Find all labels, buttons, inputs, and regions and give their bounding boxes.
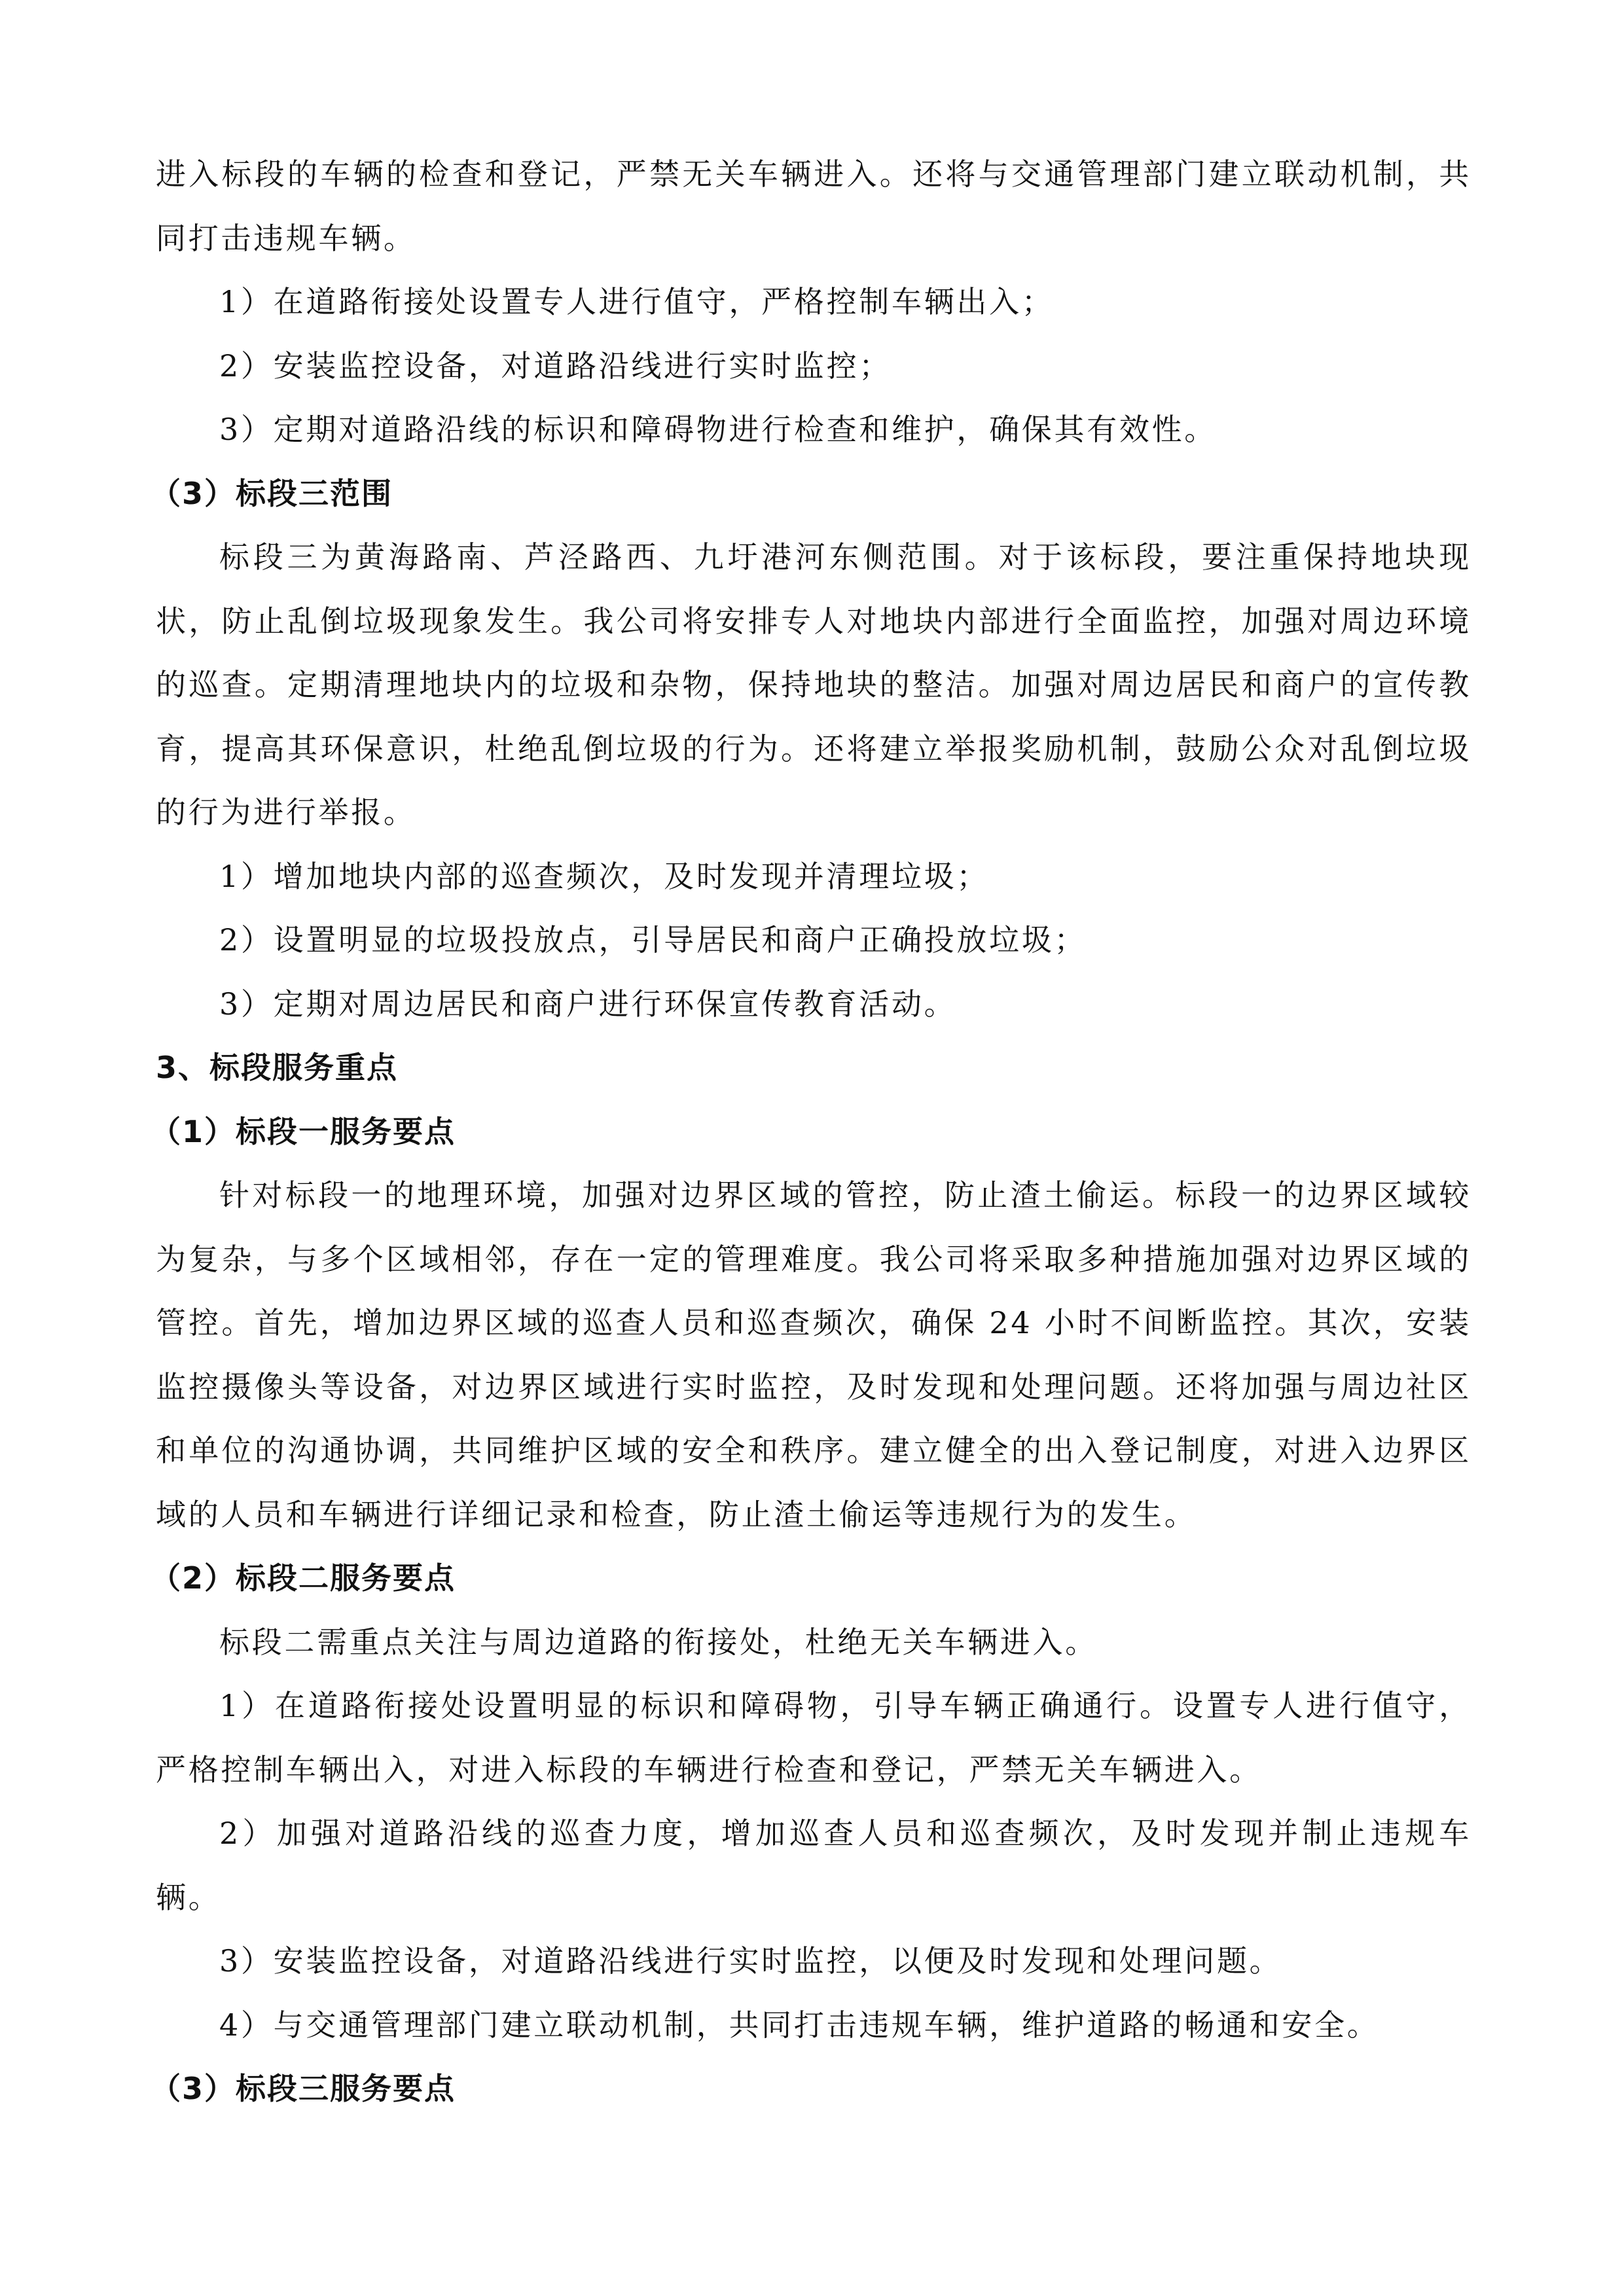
list-item: 2）安装监控设备，对道路沿线进行实时监控； [219, 348, 892, 384]
document-body [151, 143, 1471, 2121]
section-heading: 3、标段服务重点 [156, 1050, 399, 1085]
section-subheading: （3）标段三范围 [151, 475, 393, 511]
list-item: 2）设置明显的垃圾投放点，引导居民和商户正确投放垃圾； [219, 922, 1087, 958]
paragraph-continuation: 进入标段的车辆的检查和登记，严禁无关车辆进入。还将与交通管理部门建立联动机制，共同打击违规车辆。 [156, 156, 1471, 256]
paragraph: 标段二需重点关注与周边道路的衔接处，杜绝无关车辆进入。 [219, 1624, 1098, 1660]
list-item: 1）增加地块内部的巡查频次，及时发现并清理垃圾； [219, 858, 990, 894]
list-item: 1）在道路衔接处设置明显的标识和障碍物，引导车辆正确通行。设置专人进行值守，严格控制车辆出入，对进入标段的车辆进行检查和登记，严禁无关车辆进入。 [156, 1688, 1471, 1787]
list-item: 4）与交通管理部门建立联动机制，共同打击违规车辆，维护道路的畅通和安全。 [219, 2007, 1380, 2043]
list-item: 2）加强对道路沿线的巡查力度，增加巡查人员和巡查频次，及时发现并制止违规车辆。 [156, 1816, 1471, 1915]
paragraph: 针对标段一的地理环境，加强对边界区域的管控，防止渣土偷运。标段一的边界区域较为复杂，与多个区域相邻，存在一定的管理难度。我公司将采取多种措施加强对边界区域的管控。首先，增加边界区域的巡查人员和巡查频次，确保 24 小时不间断监控。其次，安装监控摄像头等设备，对边界区域进行实时监控，及时发现和处理问题。还将加强与周边社区和单位的沟通协调，共同维护区域的安全和秩序。建立健全的出入登记制度，对进入边界区域的人员和车辆进行详细记录和检查，防止渣土偷运等违规行为的发生。 [156, 1177, 1471, 1532]
list-item: 3）定期对道路沿线的标识和障碍物进行检查和维护，确保其有效性。 [219, 412, 1217, 447]
paragraph: 标段三为黄海路南、芦泾路西、九圩港河东侧范围。对于该标段，要注重保持地块现状，防止乱倒垃圾现象发生。我公司将安排专人对地块内部进行全面监控，加强对周边环境的巡查。定期清理地块内的垃圾和杂物，保持地块的整洁。加强对周边居民和商户的宣传教育，提高其环保意识，杜绝乱倒垃圾的行为。还将建立举报奖励机制，鼓励公众对乱倒垃圾的行为进行举报。 [156, 539, 1471, 830]
section-subheading: （1）标段一服务要点 [151, 1113, 456, 1149]
list-item: 3）定期对周边居民和商户进行环保宣传教育活动。 [219, 986, 957, 1022]
list-item: 3）安装监控设备，对道路沿线进行实时监控，以便及时发现和处理问题。 [219, 1943, 1282, 1979]
list-item: 1）在道路衔接处设置专人进行值守，严格控制车辆出入； [219, 284, 1055, 319]
section-subheading: （3）标段三服务要点 [151, 2071, 456, 2106]
section-subheading: （2）标段二服务要点 [151, 1560, 456, 1596]
